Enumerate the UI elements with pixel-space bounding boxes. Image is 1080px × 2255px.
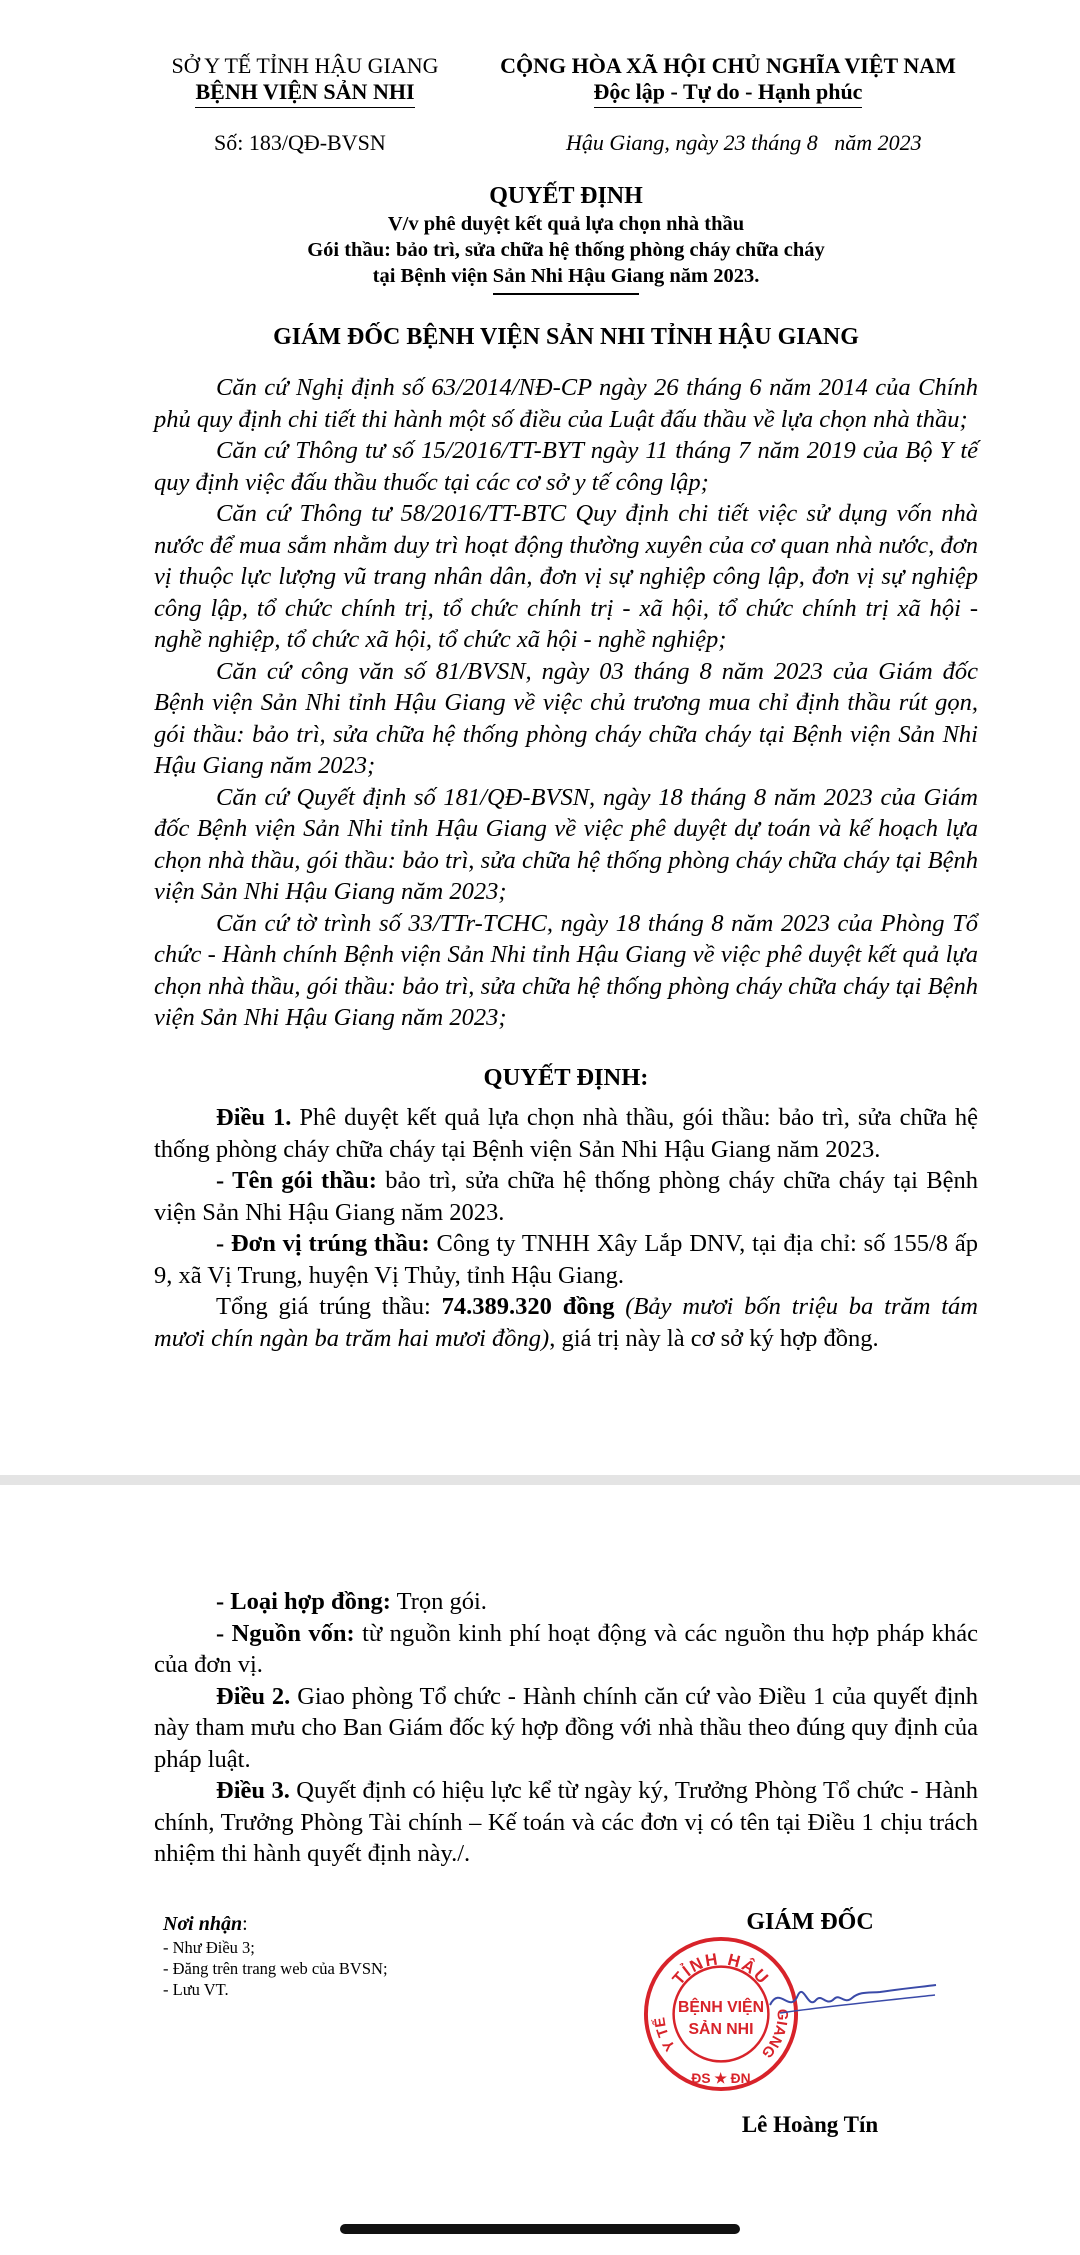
basis-item: Căn cứ Thông tư số 15/2016/TT-BYT ngày 11 tháng 7 năm 2019 của Bộ Y tế quy định việc đấu thầu thuốc tại các cơ sở y tế công lập; — [154, 437, 978, 496]
motto: Độc lập - Tự do - Hạnh phúc — [594, 79, 863, 108]
article-3-text: Quyết định có hiệu lực kể từ ngày ký, Trưởng Phòng Tổ chức - Hành chính, Trưởng Phòng Tài chính – Kế toán và các đơn vị có tên tại Điều 1 chịu trách nhiệm thi hành quyết định này./. — [154, 1777, 978, 1867]
handwritten-signature — [760, 1965, 940, 2025]
article-1-label: Điều 1. — [216, 1104, 292, 1131]
recipient-item: - Như Điều 3; — [163, 1938, 255, 1957]
price-prefix: Tổng giá trúng thầu: — [216, 1293, 442, 1320]
price-words: (Bảy mươi bốn triệu ba trăm tám mươi chín ngàn ba trăm hai mươi đồng) — [154, 1293, 978, 1352]
document-page-2 — [0, 1485, 1080, 2255]
contract-details — [154, 1586, 978, 1870]
seal-top-text: TỈNH HẬU — [668, 1949, 774, 1989]
article-1-paragraph — [154, 1102, 978, 1165]
national-motto — [478, 53, 978, 108]
recipient-item: - Đăng trên trang web của BVSN; — [163, 1959, 388, 1978]
package-text: bảo trì, sửa chữa hệ thống phòng cháy chữa cháy tại Bệnh viện Sản Nhi Hậu Giang năm 2023. — [154, 1167, 978, 1226]
recipient-list — [163, 1937, 483, 2000]
winner-text: Công ty TNHH Xây Lắp DNV, tại địa chỉ: số 155/8 ấp 9, xã Vị Trung, huyện Vị Thủy, tỉnh Hậu Giang. — [154, 1230, 978, 1289]
article-2-text: Giao phòng Tổ chức - Hành chính căn cứ vào Điều 1 của quyết định này tham mưu cho Ban Giám đốc ký hợp đồng với nhà thầu theo đúng quy định của pháp luật. — [154, 1682, 979, 1773]
contract-type-paragraph — [154, 1586, 978, 1618]
article-1-text: Phê duyệt kết quả lựa chọn nhà thầu, gói thầu: bảo trì, sửa chữa hệ thống phòng cháy chữa cháy tại Bệnh viện Sản Nhi Hậu Giang năm 2023. — [154, 1104, 978, 1163]
title-block — [154, 182, 978, 295]
recipients-label: Nơi nhận — [163, 1913, 243, 1935]
legal-basis — [154, 372, 978, 1034]
basis-item: Căn cứ công văn số 81/BVSN, ngày 03 tháng 8 năm 2023 của Giám đốc Bệnh viện Sản Nhi tỉnh Hậu Giang về việc chủ trương mua chỉ định thầu rút gọn, gói thầu: bảo trì, sửa chữa hệ thống phòng cháy chữa cháy tại Bệnh viện Sản Nhi Hậu Giang năm 2023; — [154, 657, 978, 779]
title-main: QUYẾT ĐỊNH — [489, 183, 643, 209]
signer-name: Lê Hoàng Tín — [741, 2112, 879, 2137]
title-sub-2: Gói thầu: bảo trì, sửa chữa hệ thống phòng cháy chữa cháy — [307, 239, 825, 261]
document-date: Hậu Giang, ngày 23 tháng 8 năm 2023 — [566, 130, 922, 155]
winner-label: - Đơn vị trúng thầu: — [216, 1230, 430, 1257]
fund-source-paragraph — [154, 1618, 978, 1681]
agency-department: SỞ Y TẾ TỈNH HẬU GIANG — [171, 53, 439, 78]
country-name: CỘNG HÒA XÃ HỘI CHỦ NGHĨA VIỆT NAM — [500, 53, 956, 78]
article-2-label: Điều 2. — [216, 1682, 291, 1710]
seal-bottom-text: ĐS ★ ĐN — [691, 2070, 751, 2087]
document-number: Số: 183/QĐ-BVSN — [214, 130, 386, 155]
fund-source-text: từ nguồn kinh phí hoạt động và các nguồn thu hợp pháp khác của đơn vị. — [154, 1619, 978, 1678]
title-underline — [493, 293, 639, 295]
page-separator — [0, 1475, 1080, 1485]
fund-source-label: - Nguồn vốn: — [216, 1619, 355, 1647]
package-label: - Tên gói thầu: — [216, 1167, 377, 1194]
home-indicator-bar[interactable] — [340, 2224, 740, 2234]
basis-item: Căn cứ tờ trình số 33/TTr-TCHC, ngày 18 tháng 8 năm 2023 của Phòng Tổ chức - Hành chính Bệnh viện Sản Nhi tỉnh Hậu Giang về việc phê duyệt kết quả lựa chọn nhà thầu, gói thầu: bảo trì, sửa chữa hệ thống phòng cháy chữa cháy tại Bệnh viện Sản Nhi Hậu Giang năm 2023; — [154, 909, 978, 1031]
basis-item: Căn cứ Thông tư 58/2016/TT-BTC Quy định chi tiết việc sử dụng vốn nhà nước để mua sắm nhằm duy trì hoạt động thường xuyên của cơ quan nhà nước, đơn vị thuộc lực lượng vũ trang nhân dân, đơn vị sự nghiệp công lập, đơn vị sự nghiệp công lập, tổ chức chính trị, tổ chức chính trị - xã hội, tổ chức chính trị xã hội - nghề nghiệp, tổ chức xã hội, tổ chức xã hội - nghề nghiệp; — [154, 500, 978, 653]
basis-item: Căn cứ Nghị định số 63/2014/NĐ-CP ngày 26 tháng 6 năm 2014 của Chính phủ quy định chi tiết thi hành một số điều của Luật đấu thầu về lựa chọn nhà thầu; — [154, 374, 978, 433]
recipient-item: - Lưu VT. — [163, 1980, 229, 1999]
seal-right-text: GIANG — [757, 2008, 790, 2061]
seal-inner-line-1: BỆNH VIỆN — [677, 1999, 765, 2017]
recipients-block: Nơi nhận: - Như Điều 3; - Đăng trên trang web của BVSN; - Lưu VT. — [163, 1911, 483, 2000]
signer-title: GIÁM ĐỐC — [746, 1909, 874, 1935]
seal-left-text: Y TẾ — [652, 2016, 680, 2054]
agency-hospital: BỆNH VIỆN SẢN NHI — [195, 79, 414, 108]
article-3-label: Điều 3. — [216, 1777, 290, 1804]
decision-heading: QUYẾT ĐỊNH: — [483, 1064, 649, 1091]
contract-type-label: - Loại hợp đồng: — [216, 1588, 391, 1615]
seal-inner-line-2: SẢN NHI — [688, 2020, 754, 2038]
title-sub-1: V/v phê duyệt kết quả lựa chọn nhà thầu — [387, 213, 745, 235]
authority-heading: GIÁM ĐỐC BỆNH VIỆN SẢN NHI TỈNH HẬU GIANG — [273, 324, 859, 350]
article-1 — [154, 1102, 978, 1354]
price-suffix: , giá trị này là cơ sở ký hợp đồng. — [549, 1324, 879, 1352]
price-paragraph — [154, 1291, 978, 1354]
title-sub-3: tại Bệnh viện Sản Nhi Hậu Giang năm 2023. — [372, 265, 760, 287]
article-3-paragraph — [154, 1775, 978, 1870]
price-value: 74.389.320 đồng — [441, 1293, 615, 1320]
basis-item: Căn cứ Quyết định số 181/QĐ-BVSN, ngày 18 tháng 8 năm 2023 của Giám đốc Bệnh viện Sản Nhi tỉnh Hậu Giang về việc phê duyệt dự toán và kế hoạch lựa chọn nhà thầu, gói thầu: bảo trì, sửa chữa hệ thống phòng cháy chữa cháy tại Bệnh viện Sản Nhi Hậu Giang năm 2023; — [154, 783, 978, 905]
contract-type-text: Trọn gói. — [390, 1588, 487, 1615]
winner-paragraph — [154, 1228, 978, 1291]
package-name-paragraph — [154, 1165, 978, 1228]
article-2-paragraph — [154, 1681, 978, 1776]
issuing-agency — [150, 53, 460, 108]
